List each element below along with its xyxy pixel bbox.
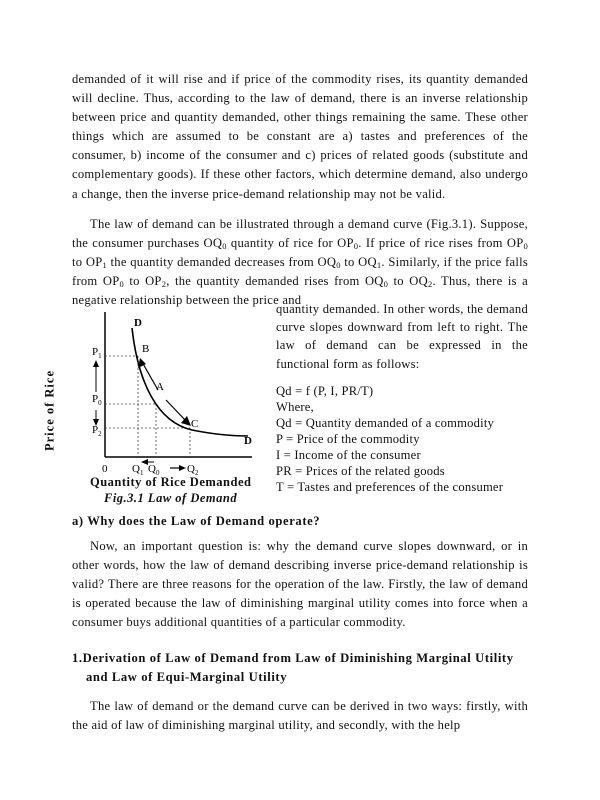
- heading-derivation-line1: 1.Derivation of Law of Demand from Law of Diminishing Marginal Utility: [72, 651, 514, 665]
- figure-caption: Fig.3.1 Law of Demand: [104, 491, 238, 505]
- point-a-label: A: [156, 381, 164, 393]
- p1-label: $P_1$: [92, 346, 102, 360]
- p2-label: $P_2$: [92, 424, 102, 438]
- paragraph-intro: demanded of it will rise and if price of the commodity rises, its quantity demanded will decline. Thus, according to the law of demand, there is an inverse relationship between price and quantity demanded, other things remaining the same. These other things which are assumed to be constant are a) tastes and preferences of the consumer, b) income of the consumer and c) prices of related goods (substitute and complementary goods). If these other factors, which determine demand, also undergo a change, then the inverse price-demand relationship may not be valid.: [72, 72, 528, 201]
- p0-label: $P_0$: [92, 393, 102, 407]
- paragraph-reasons: Now, an important question is: why the demand curve slopes downward, or in other words, how the law of demand describing inverse price-demand relationship is valid? There are three reasons for the operation of the law. Firstly, the law of demand is operated because the law of diminishing marginal utility comes into force when a consumer buys additional quantities of a particular commodity.: [72, 539, 528, 630]
- paragraph-demand-curve-cont: quantity demanded. In other words, the demand curve slopes downward from left to right. The law of demand can be expressed in the functional form as follows:: [276, 302, 528, 371]
- heading-derivation-line2: and Law of Equi-Marginal Utility: [86, 670, 288, 684]
- def-pr: PR = Prices of the related goods: [276, 464, 445, 478]
- paragraph-demand-curve: The law of demand can be illustrated through a demand curve (Fig.3.1). Suppose, the consumer purchases $OQ_0$ quantity of rice for $OP_0$. If price of rice rises from $OP_0$ to $OP_1$ the quantity demanded decreases from $OQ_0$ to $OQ_1$. Similarly, if the price falls from $OP_0$ to $OP_2$, the quantity demanded rises from $OQ_0$ to $OQ_2$. Thus, there is a negative relationship between the price and: [72, 217, 528, 308]
- x-arrowhead-right: [179, 465, 186, 471]
- def-i: I = Income of the consumer: [276, 448, 421, 462]
- where-label: Where,: [276, 400, 314, 414]
- paragraph-derivation: The law of demand or the demand curve can be derived in two ways: firstly, with the aid of law of diminishing marginal utility, and secondly, with the help: [72, 699, 528, 733]
- demand-curve: [132, 328, 248, 436]
- def-p: P = Price of the commodity: [276, 432, 420, 446]
- x-axis-label: Quantity of Rice Demanded: [90, 475, 252, 489]
- curve-label-end: D: [244, 435, 252, 447]
- q2-label: $Q_2$: [187, 463, 199, 477]
- q1-label: $Q_1$: [132, 463, 144, 477]
- y-arrowhead-up: [93, 360, 99, 367]
- x-arrowhead-left: [141, 459, 148, 465]
- def-qd: Qd = Quantity demanded of a commodity: [276, 416, 495, 430]
- q0-label: $Q_0$: [148, 463, 160, 477]
- origin-label: 0: [102, 463, 108, 475]
- def-t: T = Tastes and preferences of the consumer: [276, 480, 504, 494]
- y-axis-label: Price of Rice: [42, 370, 57, 452]
- point-b-label: B: [142, 343, 150, 355]
- curve-label-top: D: [134, 317, 142, 329]
- heading-why-law: a) Why does the Law of Demand operate?: [72, 514, 321, 528]
- point-c-label: C: [191, 418, 199, 430]
- formula: Qd = f (P, I, PR/T): [276, 384, 374, 398]
